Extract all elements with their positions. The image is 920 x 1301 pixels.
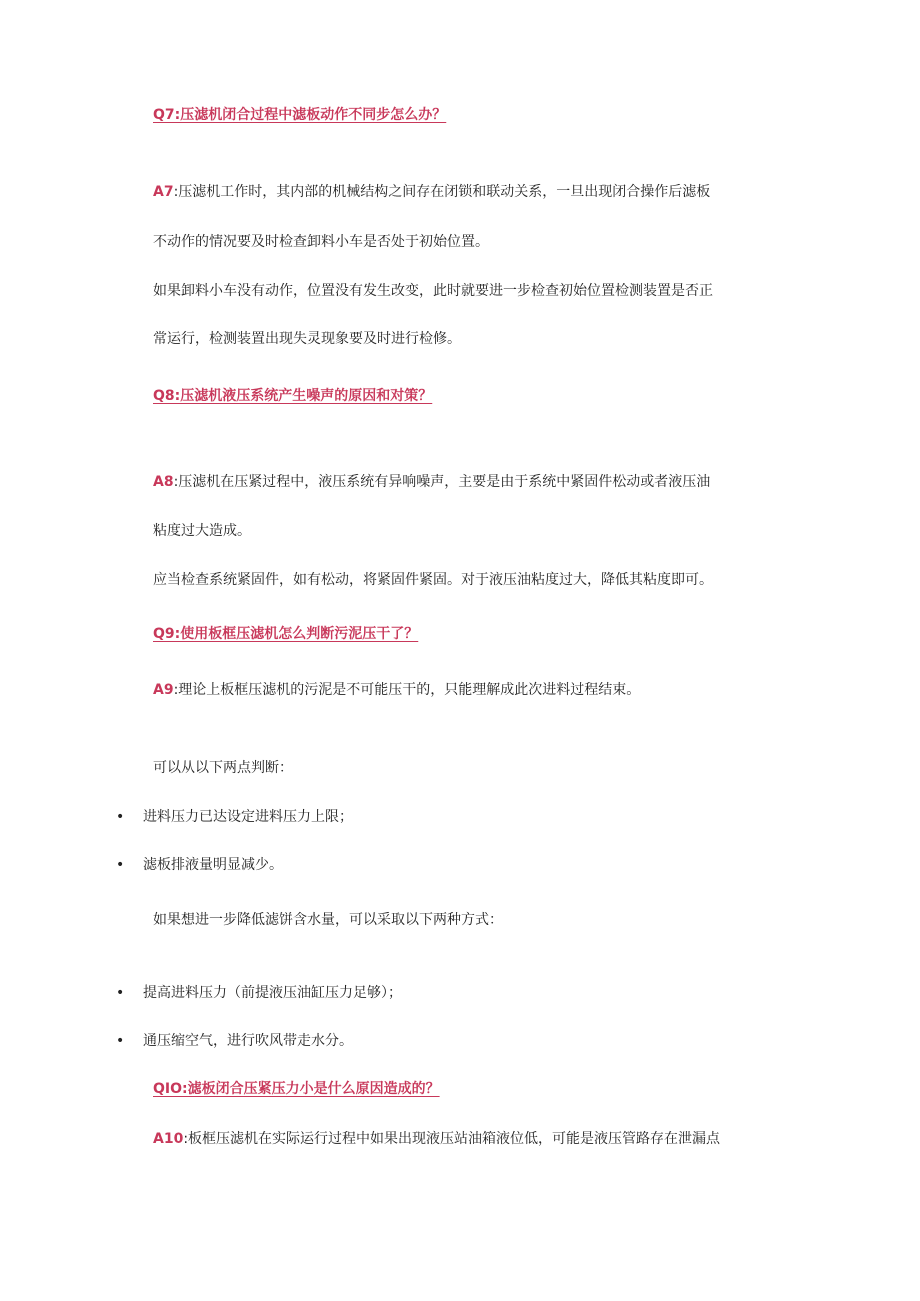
a8-paragraph: [153, 473, 710, 491]
q10-heading: QIO:滤板闭合压紧压力小是什么原因造成的？: [153, 1081, 440, 1097]
a8-line-2: 粘度过大造成。: [153, 523, 251, 539]
a7-line-2: 不动作的情况要及时检查卸料小车是否处于初始位置。: [153, 234, 489, 250]
bullet-marker: •: [116, 985, 125, 1001]
q8-heading: Q8:压滤机液压系统产生噪声的原因和对策？: [153, 388, 433, 404]
a10-paragraph: [153, 1130, 720, 1148]
bullet-marker: •: [116, 1033, 125, 1049]
a8-label: A8: [153, 474, 174, 490]
bullet-marker: •: [116, 809, 125, 825]
bullet-item: 进料压力已达设定进料压力上限；: [143, 809, 353, 825]
a7-paragraph: [153, 183, 710, 201]
a10-line-1: :板框压滤机在实际运行过程中如果出现液压站油箱液位低，可能是液压管路存在泄漏点: [183, 1131, 721, 1147]
bullet-marker: •: [116, 857, 125, 873]
a8-line-1: :压滤机在压紧过程中，液压系统有异响噪声，主要是由于系统中紧固件松动或者液压油: [173, 474, 711, 490]
a9-line-1: :理论上板框压滤机的污泥是不可能压干的，只能理解成此次进料过程结束。: [173, 682, 641, 698]
bullet-item: 滤板排液量明显减少。: [143, 857, 283, 873]
a9-paragraph: [153, 681, 640, 699]
a7-label: A7: [153, 184, 174, 200]
q7-heading: Q7:压滤机闭合过程中滤板动作不同步怎么办？: [153, 107, 447, 123]
q9-heading: Q9:使用板框压滤机怎么判断污泥压干了？: [153, 626, 419, 642]
a9-intro: 可以从以下两点判断：: [153, 760, 293, 776]
a7-line-1: :压滤机工作时，其内部的机械结构之间存在闭锁和联动关系，一旦出现闭合操作后滤板: [173, 184, 711, 200]
bullet-item: 通压缩空气，进行吹风带走水分。: [143, 1033, 353, 1049]
a7-line-4: 常运行，检测装置出现失灵现象要及时进行检修。: [153, 331, 461, 347]
bullet-item: 提高进料压力（前提液压油缸压力足够）；: [143, 985, 402, 1001]
a9-intro-2: 如果想进一步降低滤饼含水量，可以采取以下两种方式：: [153, 912, 503, 928]
a8-line-3: 应当检查系统紧固件，如有松动，将紧固件紧固。对于液压油粘度过大，降低其粘度即可。: [153, 572, 713, 588]
a9-label: A9: [153, 682, 174, 698]
a10-label: A10: [153, 1131, 184, 1147]
a7-line-3: 如果卸料小车没有动作，位置没有发生改变，此时就要进一步检查初始位置检测装置是否正: [153, 283, 713, 299]
